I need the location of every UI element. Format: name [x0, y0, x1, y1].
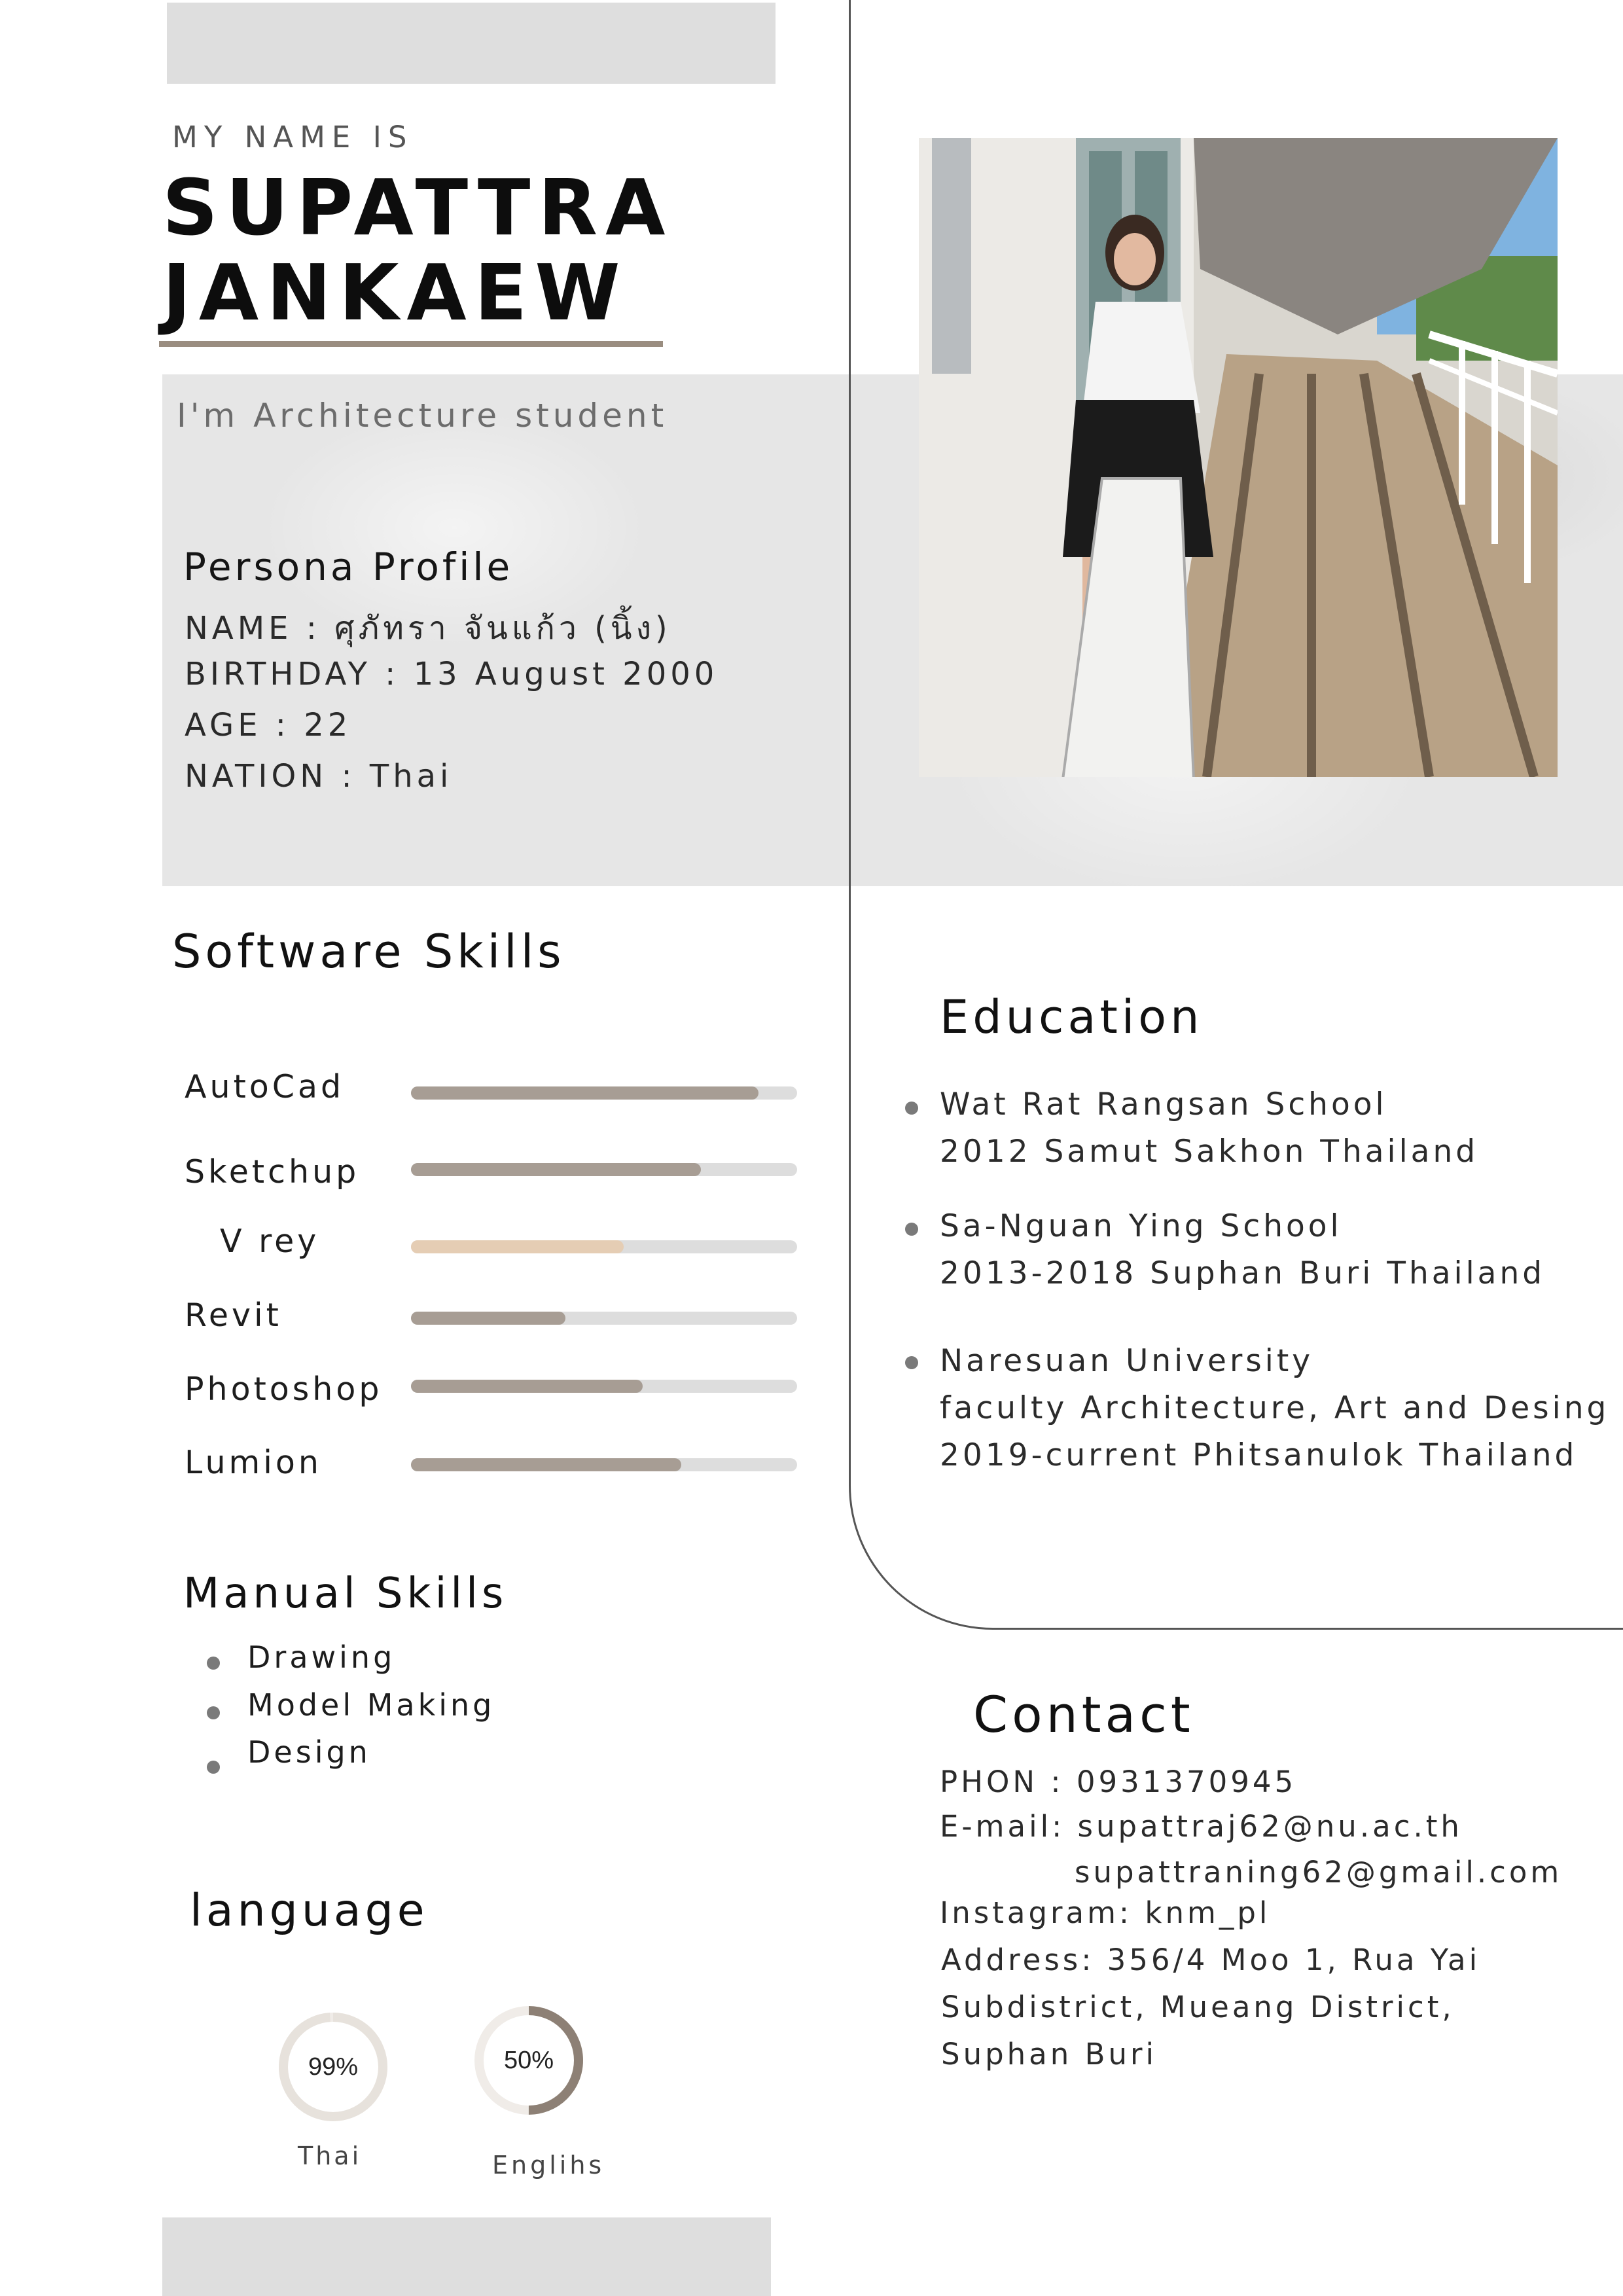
dot-bullet-icon — [207, 1761, 220, 1774]
dot-bullet-icon — [905, 1356, 918, 1369]
skill-bar-vray — [411, 1240, 797, 1253]
skill-bar-photoshop — [411, 1380, 797, 1393]
skill-fill-lumion — [411, 1458, 681, 1471]
skill-label-photoshop: Photoshop — [185, 1371, 383, 1408]
language-label-english: Englihs — [492, 2151, 605, 2179]
skill-fill-vray — [411, 1240, 624, 1253]
contact-email-primary: E-mail: supattraj62@nu.ac.th — [940, 1809, 1463, 1844]
education-item-line: Wat Rat Rangsan School — [940, 1086, 1387, 1122]
skill-fill-photoshop — [411, 1380, 643, 1393]
language-percent-thai: 99% — [308, 2053, 359, 2081]
contact-instagram: Instagram: knm_pl — [940, 1895, 1271, 1930]
dot-bullet-icon — [905, 1223, 918, 1236]
contact-address-line: Subdistrict, Mueang District, — [941, 1990, 1455, 2024]
language-label-thai: Thai — [298, 2142, 362, 2170]
skill-label-revit: Revit — [185, 1297, 282, 1334]
name-underline — [159, 341, 663, 347]
skill-bar-sketchup — [411, 1163, 797, 1176]
contact-address-line: Address: 356/4 Moo 1, Rua Yai — [941, 1943, 1481, 1977]
bottom-decor-block — [162, 2217, 771, 2296]
education-item-line: faculty Architecture, Art and Desing — [940, 1390, 1610, 1426]
language-heading: language — [190, 1885, 429, 1937]
language-percent-english: 50% — [503, 2047, 554, 2074]
contact-phone: PHON : 0931370945 — [940, 1765, 1297, 1799]
education-item-line: 2019-current Phitsanulok Thailand — [940, 1437, 1578, 1473]
manual-skill-item: Design — [247, 1734, 371, 1770]
first-name: SUPATTRA — [162, 162, 673, 253]
education-item-line: 2013-2018 Suphan Buri Thailand — [940, 1255, 1546, 1291]
dot-bullet-icon — [905, 1102, 918, 1115]
top-decor-block — [167, 3, 776, 84]
profile-heading: Persona Profile — [183, 545, 514, 589]
name-intro: MY NAME IS — [172, 120, 414, 154]
profile-birthday: BIRTHDAY : 13 August 2000 — [185, 656, 719, 692]
software-skills-heading: Software Skills — [172, 925, 565, 978]
contact-heading: Contact — [973, 1685, 1194, 1744]
education-item-line: Sa-Nguan Ying School — [940, 1208, 1342, 1244]
last-name: JANKAEW — [162, 247, 628, 338]
education-item-line: 2012 Samut Sakhon Thailand — [940, 1134, 1479, 1170]
portrait-photo — [919, 138, 1558, 777]
manual-skill-item: Model Making — [247, 1687, 495, 1723]
contact-address-line: Suphan Buri — [941, 2037, 1157, 2072]
skill-fill-autocad — [411, 1086, 758, 1100]
skill-bar-lumion — [411, 1458, 797, 1471]
profile-age: AGE : 22 — [185, 707, 352, 744]
portrait-photo-illustration — [919, 138, 1558, 777]
education-heading: Education — [940, 990, 1204, 1044]
language-ring-thai — [274, 2008, 392, 2126]
contact-email-secondary: supattraning62@gmail.com — [1075, 1855, 1563, 1890]
skill-label-vray: V rey — [220, 1223, 320, 1260]
skill-label-sketchup: Sketchup — [185, 1153, 360, 1191]
skill-fill-revit — [411, 1312, 565, 1325]
profile-nation: NATION : Thai — [185, 758, 453, 795]
dot-bullet-icon — [207, 1657, 220, 1670]
skill-label-autocad: AutoCad — [185, 1068, 345, 1105]
skill-bar-revit — [411, 1312, 797, 1325]
skill-fill-sketchup — [411, 1163, 701, 1176]
tagline: I'm Architecture student — [177, 397, 668, 435]
dot-bullet-icon — [207, 1706, 220, 1719]
skill-label-lumion: Lumion — [185, 1444, 322, 1481]
language-ring-english — [470, 2001, 588, 2119]
education-item-line: Naresuan University — [940, 1343, 1314, 1379]
skill-bar-autocad — [411, 1086, 797, 1100]
profile-name: NAME : ศุภัทรา จันแก้ว (นิ้ง) — [185, 610, 671, 647]
manual-skills-heading: Manual Skills — [183, 1570, 508, 1618]
manual-skill-item: Drawing — [247, 1640, 396, 1675]
